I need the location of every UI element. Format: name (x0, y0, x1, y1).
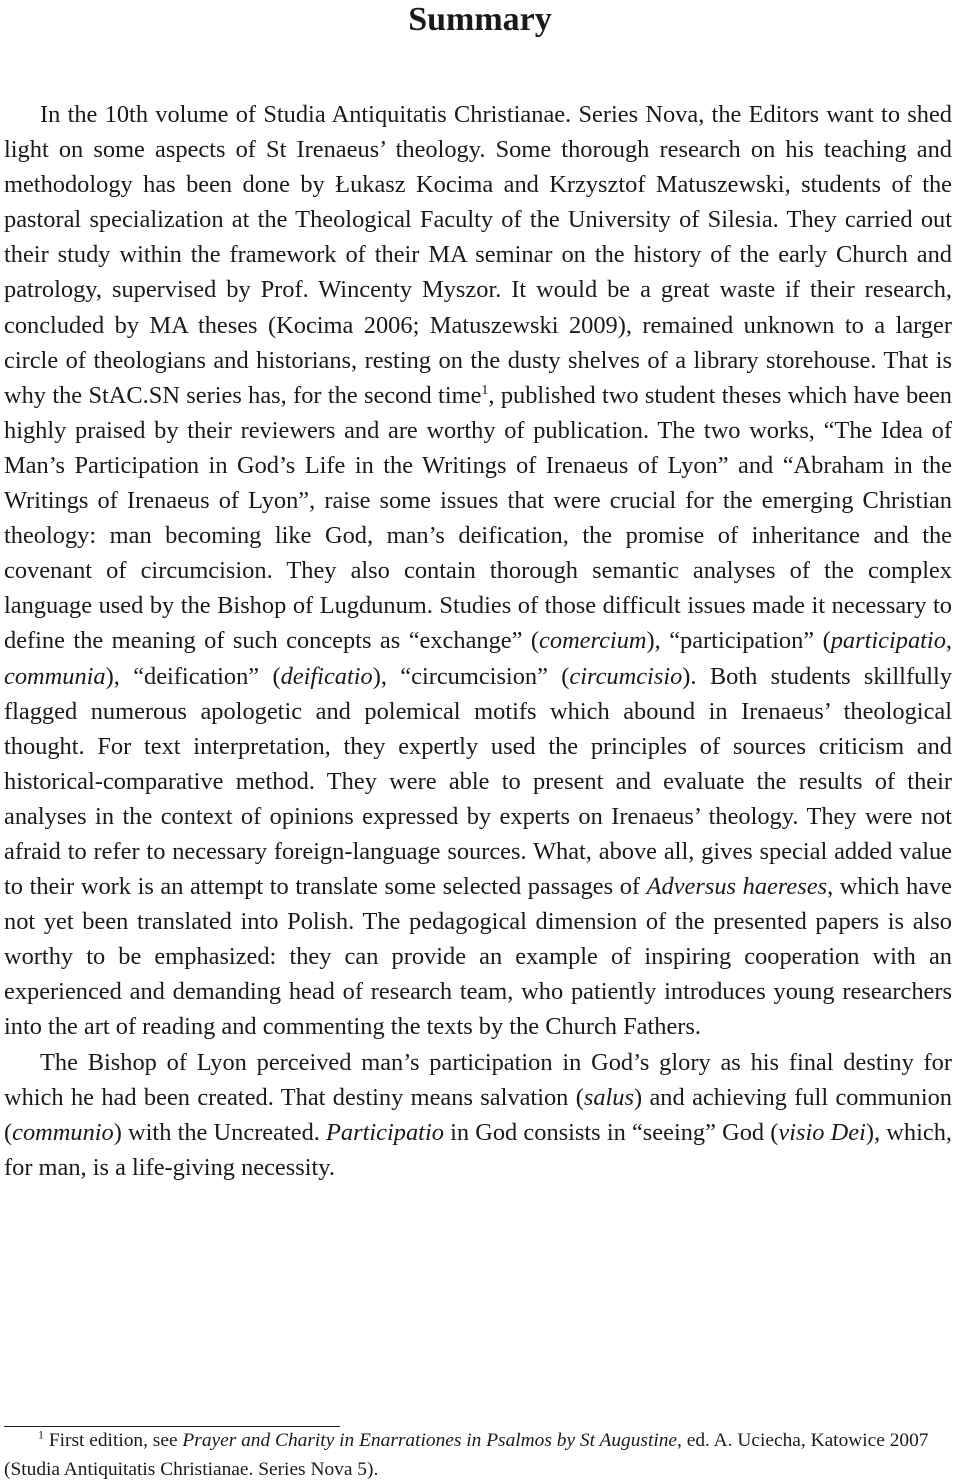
footnote (4, 1426, 952, 1484)
text-run: ), “deification” ( (105, 662, 281, 690)
text-run: , which have not yet been translated into Polish. The pedagogical dimension of the presented papers is also worthy to be emphasized: they can provide an example of inspiring cooperation with an experienced and demanding head of research team, who patiently introduces young researchers into the art of reading and commenting the texts by the Church Fathers. (4, 873, 952, 1041)
italic-term: visio Dei (778, 1118, 866, 1146)
italic-term: communio (12, 1118, 114, 1146)
italic-title: Prayer and Charity in Enarrationes in Psalmos by St Augustine (182, 1430, 678, 1451)
text-run: in God consists in “seeing” God ( (443, 1118, 779, 1146)
italic-title: Adversus haereses (646, 873, 828, 901)
italic-term: salus (583, 1083, 634, 1111)
paragraph (4, 97, 952, 1045)
italic-term: Participatio (326, 1118, 444, 1146)
body-text (4, 97, 952, 1185)
page-title: Summary (408, 1, 552, 38)
italic-term: participatio, communia (4, 627, 952, 690)
text-run: In the 10th volume of Studia Antiquitatis Christianae. Series Nova, the Editors want to shed light on some aspects of St Irenaeus’ theology. Some thorough research on his teaching and methodology has been done by Łukasz Kocima and Krzysztof Matuszewski, students of the pastoral specialization at the Theological Faculty of the University of Silesia. They carried out their study within the framework of their MA seminar on the history of the early Church and patrology, supervised by Prof. Wincenty Myszor. It would be a great waste if their research, concluded by MA theses (Kocima 2006; Matuszewski 2009), remained unknown to a larger circle of theologians and historians, resting on the dusty shelves of a library storehouse. That is why the StAC.SN series has, for the second time (4, 101, 952, 409)
italic-term: comercium (539, 627, 647, 655)
text-run: ). Both students skillfully flagged numerous apologetic and polemical motifs which abound in Irenaeus’ theological thought. For text interpretation, they expertly used the principles of sources criticism and historical-comparative method. They were able to present and evaluate the results of their analyses in the context of opinions expressed by experts on Irenaeus’ theology. They were not afraid to refer to necessary foreign-language sources. What, above all, gives special added value to their work is an attempt to translate some selected passages of (4, 662, 953, 901)
paragraph (4, 1045, 952, 1185)
text-run: ), which, for man, is a life-giving necessity. (4, 1118, 952, 1181)
text-run: First edition, see (44, 1430, 183, 1451)
footnote-number: 1 (38, 1427, 44, 1442)
text-run: ) and achieving full communion ( (4, 1083, 952, 1146)
text-run: , published two student theses which have been highly praised by their reviewers and are worthy of publication. The two works, “The Idea of Man’s Participation in God’s Life in the Writings of Irenaeus of Lyon” and “Abraham in the Writings of Irenaeus of Lyon”, raise some issues that were crucial for the emerging Christian theology: man becoming like God, man’s deification, the promise of inheritance and the covenant of circumcision. They also contain thorough semantic analyses of the complex language used by the Bishop of Lugdunum. Studies of those difficult issues made it necessary to define the meaning of such concepts as “exchange” ( (4, 381, 952, 655)
text-run: The Bishop of Lyon perceived man’s participation in God’s glory as his final destiny for which he had been created. That destiny means salvation ( (4, 1048, 952, 1111)
text-run: ), “participation” ( (646, 627, 831, 655)
footnote-reference[interactable]: 1 (481, 382, 489, 398)
text-run: ) with the Uncreated. (113, 1118, 327, 1146)
text-run: , ed. A. Uciecha, Katowice 2007 (Studia Antiquitatis Christianae. Series Nova 5). (4, 1430, 929, 1480)
italic-term: deificatio (280, 662, 373, 690)
italic-term: circumcisio (569, 662, 683, 690)
text-run: ), “circumcision” ( (372, 662, 570, 690)
